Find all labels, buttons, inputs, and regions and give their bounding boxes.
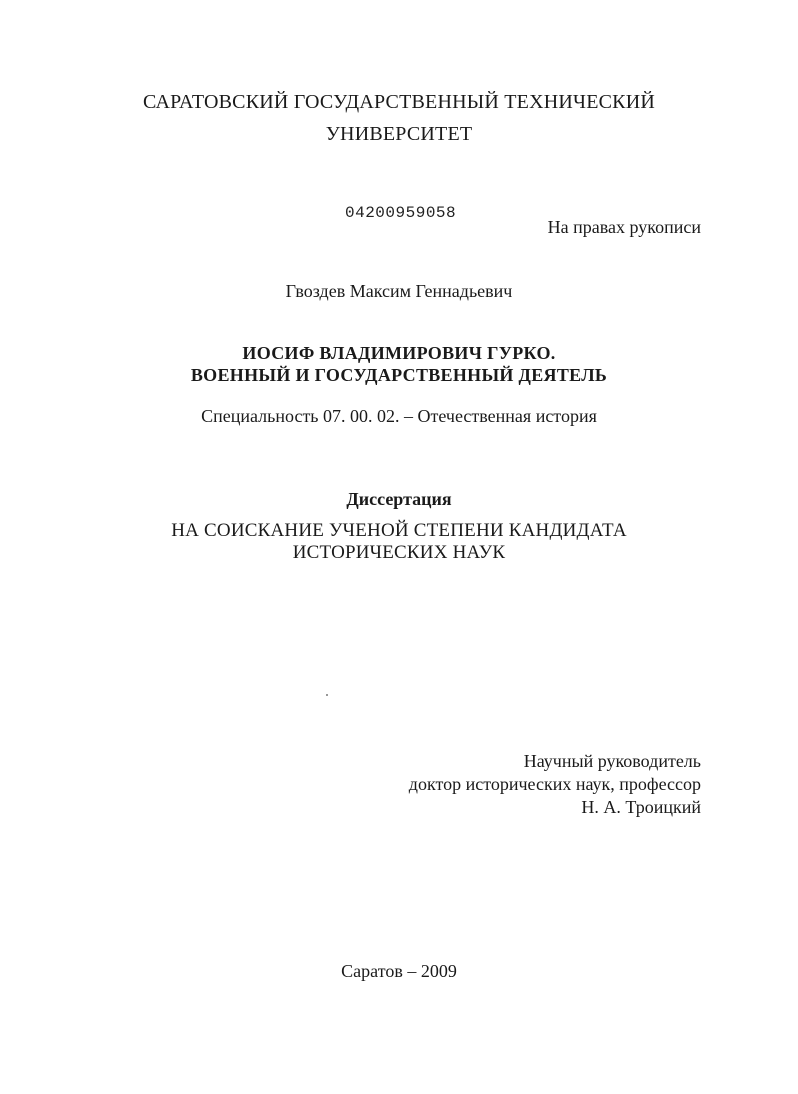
rights-note: На правах рукописи — [547, 217, 701, 237]
university-name-line2: УНИВЕРСИТЕТ — [325, 123, 473, 145]
work-type: Диссертация — [346, 489, 452, 509]
degree-line1: НА СОИСКАНИЕ УЧЕНОЙ СТЕПЕНИ КАНДИДАТА — [171, 520, 627, 541]
stamp-number: 04200959058 — [345, 204, 457, 222]
supervisor-credentials: доктор исторических наук, профессор — [408, 774, 701, 794]
degree-line2: ИСТОРИЧЕСКИХ НАУК — [292, 542, 506, 563]
supervisor-role: Научный руководитель — [523, 751, 701, 771]
city-year: Саратов – 2009 — [341, 961, 457, 981]
supervisor-name: Н. А. Троицкий — [581, 797, 701, 817]
thesis-title-line2: ВОЕННЫЙ И ГОСУДАРСТВЕННЫЙ ДЕЯТЕЛЬ — [190, 365, 608, 385]
university-name-line1: САРАТОВСКИЙ ГОСУДАРСТВЕННЫЙ ТЕХНИЧЕСКИЙ — [143, 91, 655, 113]
scan-speck — [326, 694, 328, 696]
author-name: Гвоздев Максим Геннадьевич — [285, 281, 513, 301]
thesis-title-line1: ИОСИФ ВЛАДИМИРОВИЧ ГУРКО. — [242, 343, 556, 363]
specialty: Специальность 07. 00. 02. – Отечественная история — [201, 406, 597, 426]
supervisor-block — [409, 750, 701, 819]
